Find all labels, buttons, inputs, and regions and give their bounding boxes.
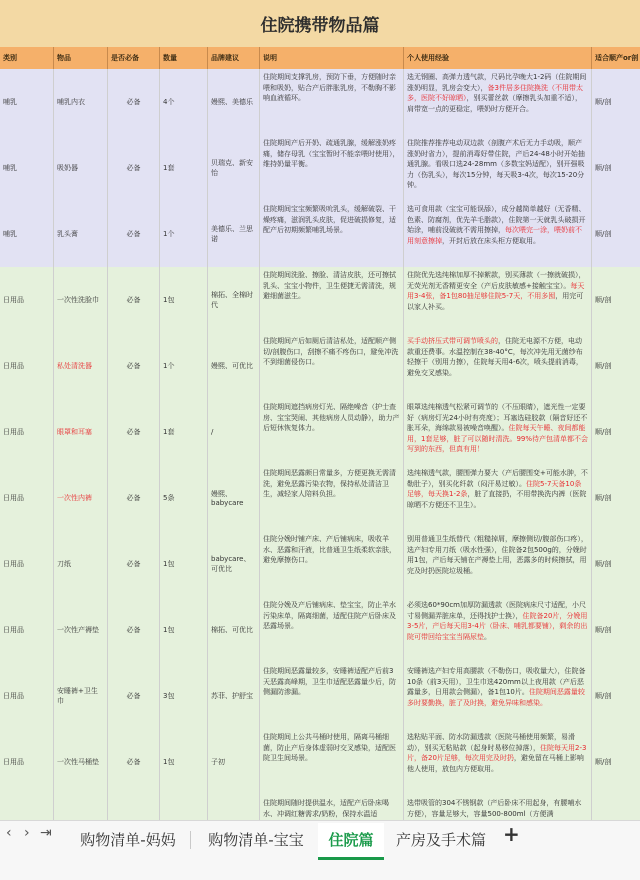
experience-text: 必须选60*90cm加厚防漏透款（医院病床尺寸适配，小尺寸易侧漏弄脏床单，还得找护士换）， (407, 601, 586, 620)
description-cell[interactable]: 住院期间遮挡病房灯光、隔绝噪音（护士查房、宝宝哭闹、其他病房人员动静），助力产后短休恢复体力。 (260, 399, 404, 465)
description-cell[interactable]: 住院期间支撑乳房，预防下垂，方便随时亲喂和吸奶，贴合产后胖胀乳房，不勒胸不影响血液循环。 (260, 69, 404, 135)
description-cell[interactable]: 住院分娩及产后铺病床、垫宝宝，防止羊水污染床单，隔离细菌，适配住院产后卧床及恶露场景。 (260, 597, 404, 663)
category-cell[interactable]: 日用品 (0, 597, 54, 663)
delivery-mode-cell[interactable]: 顺/剖 (595, 230, 612, 238)
experience-cell[interactable] (404, 267, 592, 333)
tab-shopping-list-mom[interactable]: 购物清单-妈妈 (80, 831, 176, 849)
prev-sheet-icon[interactable]: ‹ (6, 825, 12, 841)
category-cell[interactable]: 日用品 (0, 267, 54, 333)
highlight-text: 每天用3-4张，备1包80抽足够住院5-7天，不用多囤 (407, 281, 585, 300)
required-cell[interactable]: 必备 (108, 333, 160, 399)
category-cell[interactable]: 哺乳 (0, 135, 54, 201)
item-name-cell[interactable]: 一次性内裤 (54, 465, 108, 531)
table-row (0, 333, 640, 400)
sheet-tab-bar (0, 820, 640, 880)
tab-shopping-list-baby[interactable]: 购物清单-宝宝 (208, 831, 304, 849)
required-cell[interactable]: 必备 (108, 69, 160, 135)
highlight-text: 每次喂完一涂，喂奶前不用刻意擦掉 (407, 226, 582, 245)
brand-cell[interactable]: 子初 (208, 729, 260, 795)
item-name-cell[interactable]: 哺乳内衣 (54, 69, 108, 135)
category-cell[interactable]: 哺乳 (0, 69, 54, 135)
description-cell[interactable]: 住院期间恶露颇日常量多，方便更换无需清洗，避免恶露污染衣物，保持私处清洁卫生，减轻家人陪料负担。 (260, 465, 404, 531)
highlight-text: 买手动挤压式带可调节喷头的 (407, 337, 498, 345)
table-row (0, 135, 640, 202)
description-cell[interactable]: 住院分娩时铺产床、产后铺病床，吸收羊水、恶露和汗液，比普通卫生纸柔软亲肤，避免摩擦伤口。 (260, 531, 404, 597)
experience-cell[interactable] (404, 69, 592, 135)
highlight-text: 住院5-7天备10条足够，每天换1-2条 (407, 479, 582, 498)
description-cell[interactable]: 住院期间随时提供温水，适配产后卧床喝水、冲调红糖需求/奶粉，保持水温适 (260, 795, 404, 820)
category-cell[interactable]: 日用品 (0, 531, 54, 597)
tab-delivery-room[interactable]: 产房及手术篇 (395, 831, 486, 849)
quantity-cell[interactable] (160, 795, 208, 820)
table-row (0, 729, 640, 796)
item-name-cell[interactable]: 眼罩和耳塞 (54, 399, 108, 465)
experience-cell[interactable] (404, 399, 592, 465)
experience-text: 选无钢圈、高弹力透气款，尺码比孕晚大1-2码（住院期间涨奶明显，乳房会变大）， (407, 73, 587, 92)
delivery-mode-cell[interactable]: 顺/剖 (595, 296, 612, 304)
header-delivery-mode[interactable]: 适合顺产or剖 (595, 54, 639, 62)
quantity-cell[interactable]: 1包 (160, 531, 208, 597)
category-cell[interactable]: 日用品 (0, 663, 54, 729)
next-sheet-icon[interactable]: › (24, 825, 30, 841)
description-cell[interactable]: 住院期间洗脸、擦脸、清洁皮肤，还可擦拭乳头、宝宝小物件，卫生便捷无需清洗，规避细菌滋生。 (260, 267, 404, 333)
experience-text: ，开封后放在床头柜方便取用。 (442, 236, 540, 245)
header-required[interactable]: 是否必备 (108, 47, 160, 69)
brand-cell[interactable]: 棉拓、可优比 (208, 597, 260, 663)
required-cell[interactable]: 必备 (108, 465, 160, 531)
item-name-cell[interactable]: 吸奶器 (54, 135, 108, 201)
quantity-cell[interactable]: 1包 (160, 729, 208, 795)
header-item[interactable]: 物品 (54, 47, 108, 69)
table-row (0, 663, 640, 730)
brand-cell[interactable]: 嫚熙、可优比 (208, 333, 260, 399)
experience-text: ，别买蕾丝款（摩擦乳头加重不适），肩带宽一点的更稳定，喂奶时方便开合。 (407, 94, 582, 113)
experience-text: 选带吸管的304不锈钢款（产后卧床不用起身，有腰哺水方便），容量足够大，容量500-800ml（方便满 (407, 799, 582, 818)
delivery-mode-cell[interactable]: 顺/剖 (595, 494, 612, 502)
experience-text: 别用普通卫生纸替代（粗糙掉屑，摩擦侧切/腹部伤口疼），选产妇专用刀纸（吸水性强），住院备2包500g的，分娩时用1包，产后每天铺在产褥垫上用，恶露多的时候擦拭，用完及时扔医院垃圾桶。 (407, 535, 588, 575)
brand-cell[interactable]: babycare、可优比 (208, 531, 260, 597)
category-cell[interactable]: 哺乳 (0, 201, 54, 267)
experience-cell[interactable] (404, 333, 592, 399)
quantity-cell[interactable]: 1包 (160, 267, 208, 333)
required-cell[interactable]: 必备 (108, 399, 160, 465)
table-row (0, 201, 640, 268)
table-row (0, 795, 640, 820)
experience-text: ，住院无电源不方便，电动款重还费事。水温控制在38-40°C，每次冲先用无菌纱布轻擦干（别用力擦），住院每天用4-6次，喷头提前消毒，避免交叉感染。 (407, 337, 583, 377)
item-name-cell[interactable]: 一次性洗脸巾 (54, 267, 108, 333)
brand-cell[interactable]: 贝瑞克、新安怡 (208, 135, 260, 201)
header-quantity[interactable]: 数量 (160, 47, 208, 69)
quantity-cell[interactable]: 1包 (160, 597, 208, 663)
header-description[interactable]: 说明 (260, 47, 404, 69)
tab-divider (190, 831, 191, 849)
item-name-cell[interactable]: 乳头膏 (54, 201, 108, 267)
category-cell[interactable]: 日用品 (0, 333, 54, 399)
delivery-mode-cell[interactable]: 顺/剖 (595, 758, 612, 766)
experience-cell[interactable] (404, 201, 592, 267)
experience-text: ，脏了直接扔，不用带换洗内裤（医院晾晒不方便还不卫生）。 (407, 490, 587, 509)
experience-text: ，用完可以家人补买。 (407, 292, 584, 311)
brand-cell[interactable]: 美德乐、兰思诺 (208, 201, 260, 267)
delivery-mode-cell[interactable]: 顺/剖 (595, 560, 612, 568)
description-cell[interactable]: 住院期间上公共马桶时使用，隔离马桶细菌，防止产后身体虚弱时交叉感染，适配医院卫生间场景。 (260, 729, 404, 795)
required-cell[interactable] (108, 795, 160, 820)
experience-cell[interactable] (404, 663, 592, 729)
description-cell[interactable]: 住院期间恶露量较多，安睡裤适配产后前3天恶露高峰期，卫生巾适配恶露量少后，防侧漏防渗漏。 (260, 663, 404, 729)
experience-text: 选粘贴平面、防水防漏透款（医院马桶使用频繁，易滑动），别买无粘贴款（起身时易移位掉落）， (407, 733, 575, 752)
experience-text: 眼罩选纯棉透气松紧可调节的（不压眼睛），遮光性一定要好（病房灯光24小时有亮度）；耳塞选硅胶款（隔音好还不胀耳朵，海绵款易被噪音唤醒）。 (407, 403, 588, 432)
brand-cell[interactable] (208, 795, 260, 820)
highlight-text: 住院期间恶露量较多时要勤换，脏了及时换，避免异味和感染。 (407, 688, 585, 707)
experience-text: 住院优先选纯棉加厚不掉絮款，别买薄款（一擦就破损），无荧光剂无香精更安全（产后皮肤敏感+接触宝宝）。 (407, 271, 586, 290)
delivery-mode-cell[interactable]: 顺/剖 (595, 98, 612, 106)
brand-cell[interactable]: 嫚熙、美德乐 (208, 69, 260, 135)
quantity-cell[interactable]: 1个 (160, 201, 208, 267)
quantity-cell[interactable]: 1个 (160, 333, 208, 399)
required-cell[interactable]: 必备 (108, 531, 160, 597)
delivery-mode-cell[interactable] (592, 795, 640, 820)
experience-text: 住院推荐推荐电动双边款（剖腹产术后无力手动吸，顺产涨奶时省力），提前消毒好带住院，产后24-48小时开始抽通乳腺。看吸口选24-28mm（多数宝妈适配），别开强吸力（伤乳头），每次15分钟，每天吸3-4次，每次15-20分钟。 (407, 139, 585, 189)
required-cell[interactable]: 必备 (108, 663, 160, 729)
delivery-mode-cell[interactable]: 顺/剖 (595, 692, 612, 700)
table-row (0, 399, 640, 466)
sheet-title: 住院携带物品篇 (0, 0, 640, 48)
item-name-cell[interactable] (54, 795, 108, 820)
description-cell[interactable]: 住院期间产后开奶、疏通乳腺，缓解涨奶疼痛，储存母乳（宝宝暂时不能亲喂时使用），维持奶量平衡。 (260, 135, 404, 201)
brand-cell[interactable]: 苏菲、护舒宝 (208, 663, 260, 729)
category-cell[interactable] (0, 795, 54, 820)
required-cell[interactable]: 必备 (108, 267, 160, 333)
brand-cell[interactable]: 棉拓、全棉时代 (208, 267, 260, 333)
tab-hospital-stay[interactable]: 住院篇 (318, 823, 384, 860)
required-cell[interactable]: 必备 (108, 201, 160, 267)
description-cell[interactable]: 住院期间宝宝频繁吸吮乳头，缓解破裂、干燥疼痛，滋润乳头皮肤，促进破损修复，适配产后初期频繁哺乳场景。 (260, 201, 404, 267)
delivery-mode-cell[interactable]: 顺/剖 (595, 362, 612, 370)
description-cell[interactable]: 住院期间产后如厕后清洁私处，适配顺产侧切/剖腹伤口，刮擦不痛不疼伤口，避免冲洗不到细菌侵伤口。 (260, 333, 404, 399)
add-sheet-icon[interactable]: + (503, 822, 520, 846)
experience-cell[interactable] (404, 597, 592, 663)
header-experience[interactable]: 个人使用经验 (404, 47, 592, 69)
last-sheet-icon[interactable]: ⇥ (40, 825, 52, 841)
brand-cell[interactable]: / (208, 399, 260, 465)
item-name-cell[interactable]: 一次性马桶垫 (54, 729, 108, 795)
highlight-text: 住院备20片，分娩用3-5片，产后每天用3-4片（卧床、哺乳都要铺），剩余的出院可带回给宝宝当隔尿垫 (407, 611, 588, 641)
category-cell[interactable]: 日用品 (0, 399, 54, 465)
item-name-cell[interactable]: 一次性产褥垫 (54, 597, 108, 663)
header-category[interactable]: 类别 (0, 47, 54, 69)
delivery-mode-cell[interactable]: 顺/剖 (595, 428, 612, 436)
table-row (0, 531, 640, 598)
experience-cell[interactable] (404, 531, 592, 597)
brand-cell[interactable]: 嫚熙、babycare (208, 465, 260, 531)
highlight-text: 备3件居多住院换洗（不用带太多，医院不好晾晒） (407, 83, 583, 102)
experience-cell[interactable] (404, 135, 592, 201)
experience-cell[interactable] (404, 465, 592, 531)
table-row (0, 69, 640, 136)
table-row (0, 465, 640, 532)
item-name-cell[interactable]: 私处清洗器 (54, 333, 108, 399)
experience-text: 安睡裤选产妇专用高腰款（不勒伤口，吸收量大），住院备10条（前3天用），卫生巾选420mm以上夜用款（产后恶露量多，日用款会侧漏），备1包10片。 (407, 667, 586, 696)
required-cell[interactable]: 必备 (108, 729, 160, 795)
quantity-cell[interactable]: 4个 (160, 69, 208, 135)
header-brand[interactable]: 品牌建议 (208, 47, 260, 69)
experience-text: ，避免留在马桶上影响他人使用，放包内方便取用。 (407, 754, 584, 773)
quantity-cell[interactable]: 3包 (160, 663, 208, 729)
quantity-cell[interactable]: 5条 (160, 465, 208, 531)
required-cell[interactable]: 必备 (108, 135, 160, 201)
experience-text: 。 (484, 632, 491, 641)
header-row (0, 47, 640, 70)
item-name-cell[interactable]: 刀纸 (54, 531, 108, 597)
highlight-text: 住院每天用2-3片，备20片足够，每次用完及时扔 (407, 743, 587, 762)
table-row (0, 267, 640, 334)
experience-cell[interactable] (404, 795, 592, 820)
experience-cell[interactable] (404, 729, 592, 795)
experience-text: 选可食用款（宝宝可能误舔），成分越简单越好（无香精、色素、防腐剂，优先羊毛脂款），住院第一天就乳头破损开始涂，哺前没破就不需用擦掉， (407, 205, 586, 234)
item-name-cell[interactable]: 安睡裤+卫生巾 (54, 663, 108, 729)
category-cell[interactable]: 日用品 (0, 729, 54, 795)
delivery-mode-cell[interactable]: 顺/剖 (595, 626, 612, 634)
category-cell[interactable]: 日用品 (0, 465, 54, 531)
required-cell[interactable]: 必备 (108, 597, 160, 663)
highlight-text: 住院每天午睡、夜间都能用，1套足够，脏了可以随时清洗。99%待产包清单都不会写到的东西，但真有用！ (407, 424, 589, 453)
experience-text: 选纯棉透气款，腰围弹力要大（产后腰围变+可能水肿，不勒肚子），别买化纤款（闷汗易过敏）。 (407, 469, 588, 488)
delivery-mode-cell[interactable]: 顺/剖 (595, 164, 612, 172)
quantity-cell[interactable]: 1套 (160, 135, 208, 201)
table-row (0, 597, 640, 664)
quantity-cell[interactable]: 1套 (160, 399, 208, 465)
